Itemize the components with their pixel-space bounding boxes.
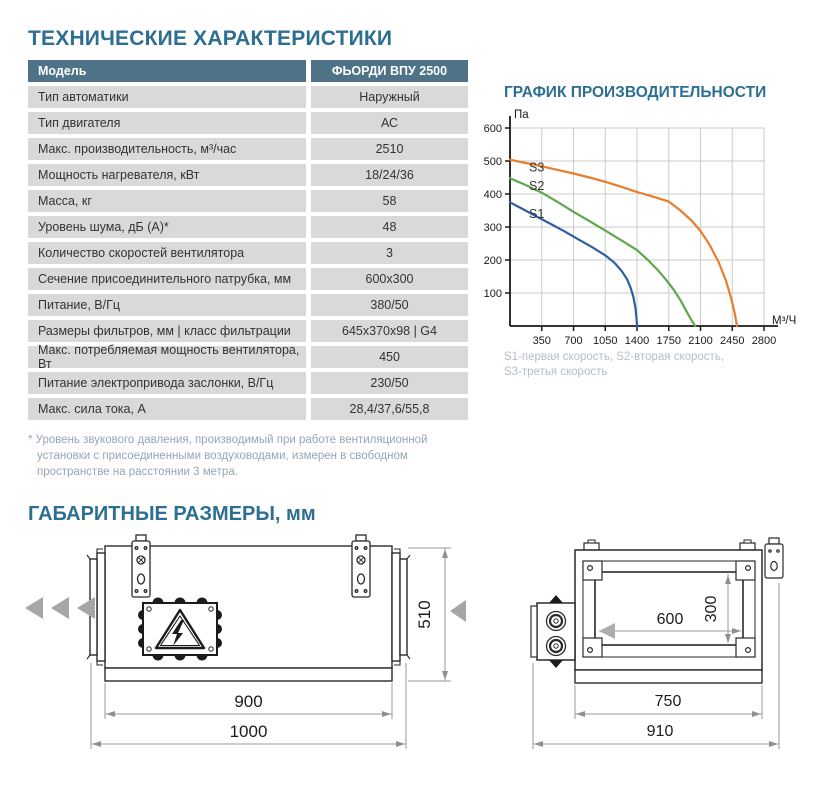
spec-label: Масса, кг [28,190,306,212]
spec-label: Питание, В/Гц [28,294,306,316]
spec-label: Макс. производительность, м³/час [28,138,306,160]
spec-label: Сечение присоединительного патрубка, мм [28,268,306,290]
cable-gland-icon [547,637,566,656]
series-label-S3: S3 [529,160,545,175]
performance-chart [476,102,812,358]
table-row [28,86,468,108]
page-title: ТЕХНИЧЕСКИЕ ХАРАКТЕРИСТИКИ [28,27,393,50]
table-row [28,372,468,394]
chart-caption-line: S1-первая скорость, S2-вторая скорость, [504,351,725,363]
x-tick-label: 1050 [593,335,618,347]
spec-value: 48 [311,216,468,238]
table-row [28,320,468,342]
flange-left [97,553,105,661]
table-row [28,343,468,371]
table-row [28,190,468,212]
mounting-bracket [132,535,150,597]
spec-value: 230/50 [311,372,468,394]
y-tick-label: 400 [483,189,502,201]
table-row [28,268,468,290]
dimensions-title: ГАБАРИТНЫЕ РАЗМЕРЫ, мм [28,503,316,525]
spec-value: 28,4/37,6/55,8 [311,398,468,420]
y-tick-label: 300 [483,222,502,234]
y-tick-label: 100 [483,288,502,300]
chart-title: ГРАФИК ПРОИЗВОДИТЕЛЬНОСТИ [504,84,767,101]
spec-label: Уровень шума, дБ (А)* [28,216,306,238]
dim-750-label: 750 [654,693,682,710]
spec-label: Макс. сила тока, А [28,398,306,420]
spec-label: Мощность нагревателя, кВт [28,164,306,186]
x-tick-label: 2100 [688,335,713,347]
x-axis-title: М³/Ч [772,315,797,327]
side-view-drawing [25,533,485,773]
dim-510-label: 510 [415,600,434,629]
spec-label: Количество скоростей вентилятора [28,242,306,264]
spec-label: Макс. потребляемая мощность вентилятора, Вт [28,346,306,368]
spec-value: Наружный [311,86,468,108]
dim-1000-label: 1000 [229,722,268,741]
spec-value: 58 [311,190,468,212]
y-tick-label: 500 [483,156,502,168]
table-row [28,164,468,186]
x-tick-label: 1400 [624,335,650,347]
spec-value: 2510 [311,138,468,160]
table-header-row [28,60,468,82]
dim-900-label: 900 [234,692,263,711]
front-view-drawing [515,533,815,773]
noise-footnote: * Уровень звукового давления, производимый при работе вентиляционной установки с присоединенными воздуховодами, измерен в свободном пространстве на расстоянии 3 метра. [28,434,428,478]
spec-value: АС [311,112,468,134]
x-tick-label: 1750 [656,335,681,347]
spec-value: 3 [311,242,468,264]
mounting-bracket [352,535,370,597]
spec-value: 18/24/36 [311,164,468,186]
y-tick-label: 200 [483,255,502,267]
spec-label: Тип автоматики [28,86,306,108]
y-tick-label: 600 [483,123,502,135]
spec-value: 600х300 [311,268,468,290]
electrical-box [138,598,222,661]
cable-gland-icon [547,612,566,631]
spec-label: Размеры фильтров, мм | класс фильтрации [28,320,306,342]
table-row [28,112,468,134]
spec-value: 645х370х98 | G4 [311,320,468,342]
x-tick-label: 700 [564,335,583,347]
spec-label: Тип двигателя [28,112,306,134]
table-row [28,294,468,316]
spec-label: Питание электропривода заслонки, В/Гц [28,372,306,394]
dim-300-label: 300 [703,595,720,623]
y-axis-title: Па [514,109,529,121]
spec-value: 380/50 [311,294,468,316]
spec-table [28,60,468,424]
chart-caption-line: S3-третья скорость [504,365,608,378]
dim-910-label: 910 [646,723,674,740]
table-row [28,398,468,420]
dim-600-label: 600 [656,611,684,628]
x-tick-label: 350 [532,335,551,347]
side-bracket [765,538,783,578]
table-row [28,138,468,160]
x-tick-label: 2800 [751,335,777,347]
spec-label: Модель [28,60,306,82]
x-tick-label: 2450 [720,335,745,347]
table-row [28,242,468,264]
series-label-S1: S1 [529,206,545,221]
table-row [28,216,468,238]
spec-value: 450 [311,346,468,368]
series-label-S2: S2 [529,179,545,194]
spec-value: ФЬОРДИ ВПУ 2500 [311,60,468,82]
chart-caption [504,350,724,380]
connector-box [531,595,575,668]
flange-right [392,553,400,661]
